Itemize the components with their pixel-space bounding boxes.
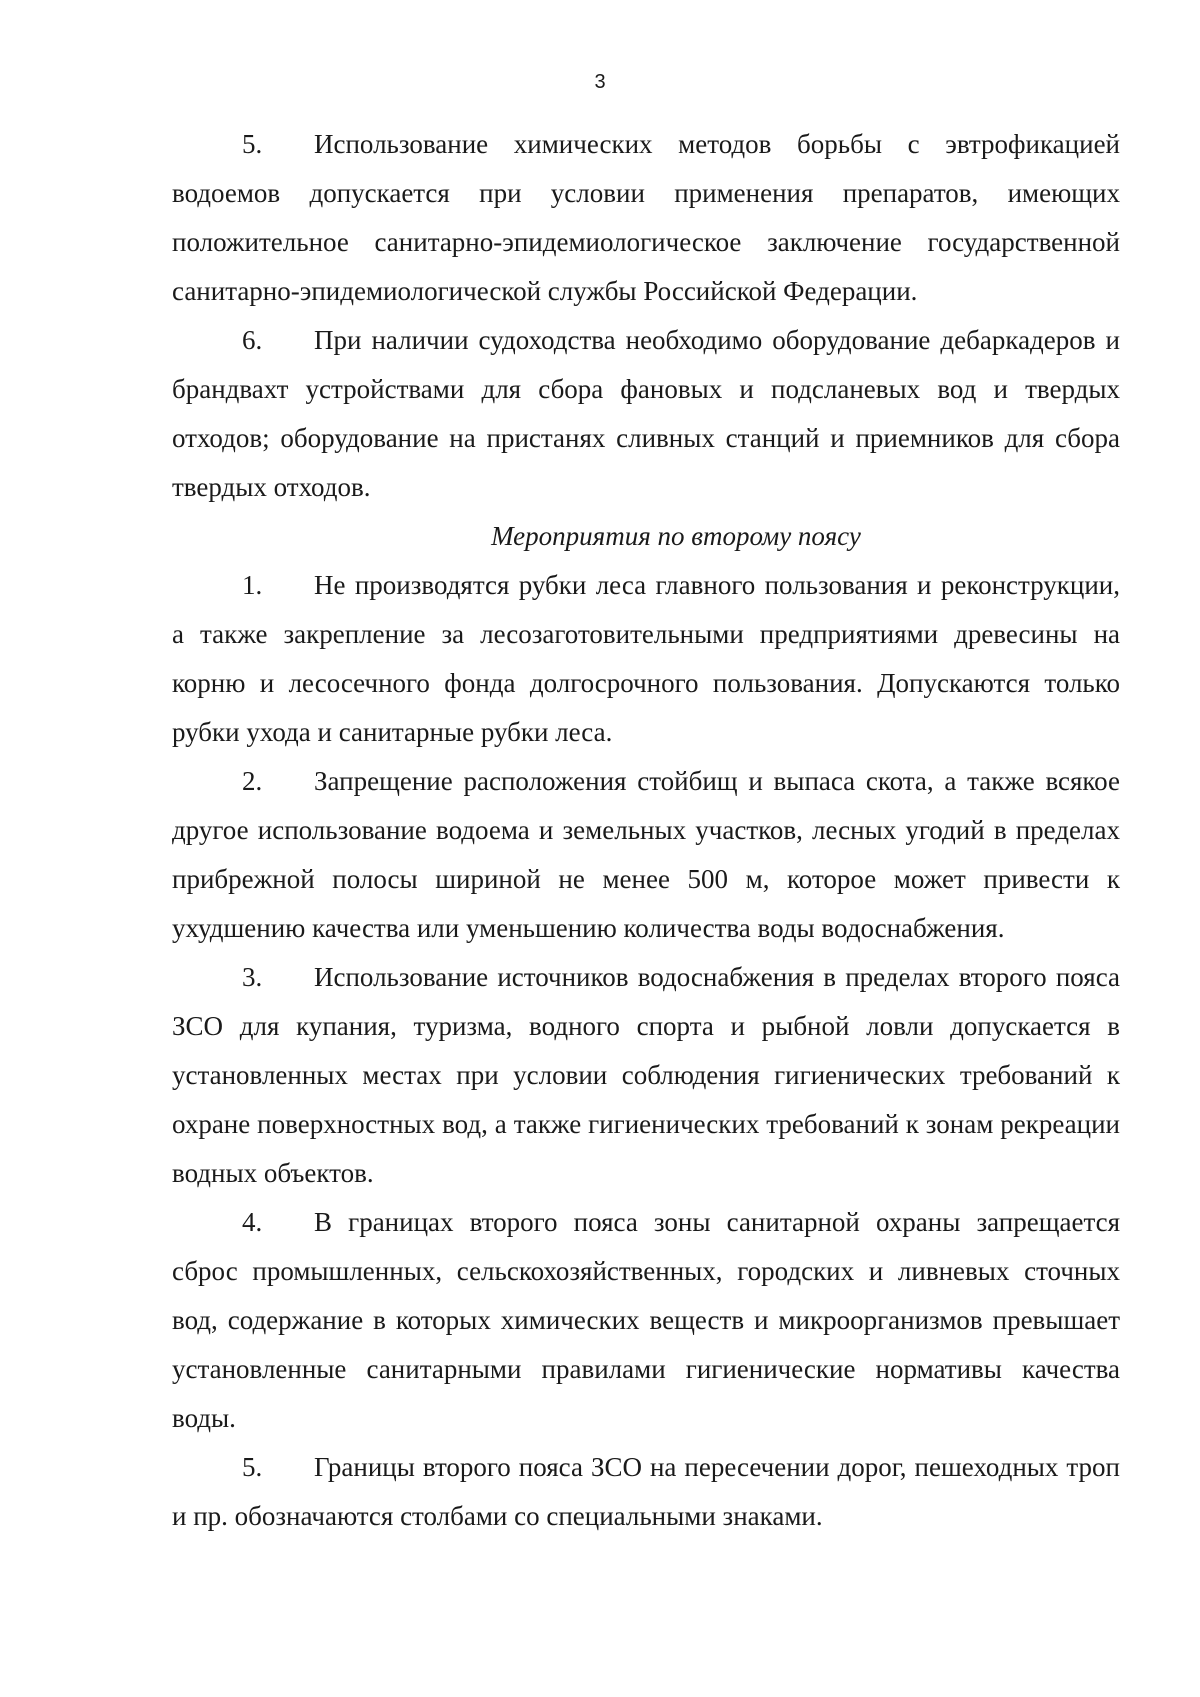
item-number: 5. — [242, 1452, 263, 1482]
document-body — [172, 120, 1120, 1541]
paragraph-item — [172, 316, 1120, 512]
paragraph-item — [172, 757, 1120, 953]
paragraph-text: При наличии судоходства необходимо оборудование дебаркадеров и брандвахт устройствами для сбора фановых и подсланевых вод и твердых отходов; оборудование на пристанях сливных станций и приемников для сбора твердых отходов. — [172, 325, 1120, 502]
paragraph-item — [172, 1443, 1120, 1541]
paragraph-item — [172, 953, 1120, 1198]
paragraph-item — [172, 561, 1120, 757]
section-heading: Мероприятия по второму поясу — [491, 521, 861, 551]
paragraph-text: Использование источников водоснабжения в пределах второго пояса ЗСО для купания, туризма, водного спорта и рыбной ловли допускается в установленных местах при условии соблюдения гигиенических требований к охране поверхностных вод, а также гигиенических требований к зонам рекреации водных объектов. — [172, 962, 1120, 1188]
item-number: 1. — [242, 570, 263, 600]
item-number: 3. — [242, 962, 263, 992]
paragraph-text: Границы второго пояса ЗСО на пересечении дорог, пешеходных троп и пр. обозначаются столбами со специальными знаками. — [172, 1452, 1120, 1531]
item-number: 5. — [242, 129, 263, 159]
item-number: 6. — [242, 325, 263, 355]
item-number: 2. — [242, 766, 263, 796]
page-number: 3 — [594, 71, 606, 93]
paragraph-text: В границах второго пояса зоны санитарной охраны запрещается сброс промышленных, сельскохозяйственных, городских и ливневых сточных вод, содержание в которых химических веществ и микроорганизмов превышает установленные санитарными правилами гигиенические нормативы качества воды. — [172, 1207, 1120, 1433]
paragraph-item — [172, 120, 1120, 316]
paragraph-text: Использование химических методов борьбы с эвтрофикацией водоемов допускается при условии применения препаратов, имеющих положительное санитарно-эпидемиологическое заключение государственной санитарно-эпидемиологической службы Российской Федерации. — [172, 129, 1120, 306]
item-number: 4. — [242, 1207, 263, 1237]
paragraph-text: Запрещение расположения стойбищ и выпаса скота, а также всякое другое использование водоема и земельных участков, лесных угодий в пределах прибрежной полосы шириной не менее 500 м, которое может привести к ухудшению качества или уменьшению количества воды водоснабжения. — [172, 766, 1120, 943]
paragraph-item — [172, 1198, 1120, 1443]
paragraph-text: Не производятся рубки леса главного пользования и реконструкции, а также закрепление за лесозаготовительными предприятиями древесины на корню и лесосечного фонда долгосрочного пользования. Допускаются только рубки ухода и санитарные рубки леса. — [172, 570, 1120, 747]
